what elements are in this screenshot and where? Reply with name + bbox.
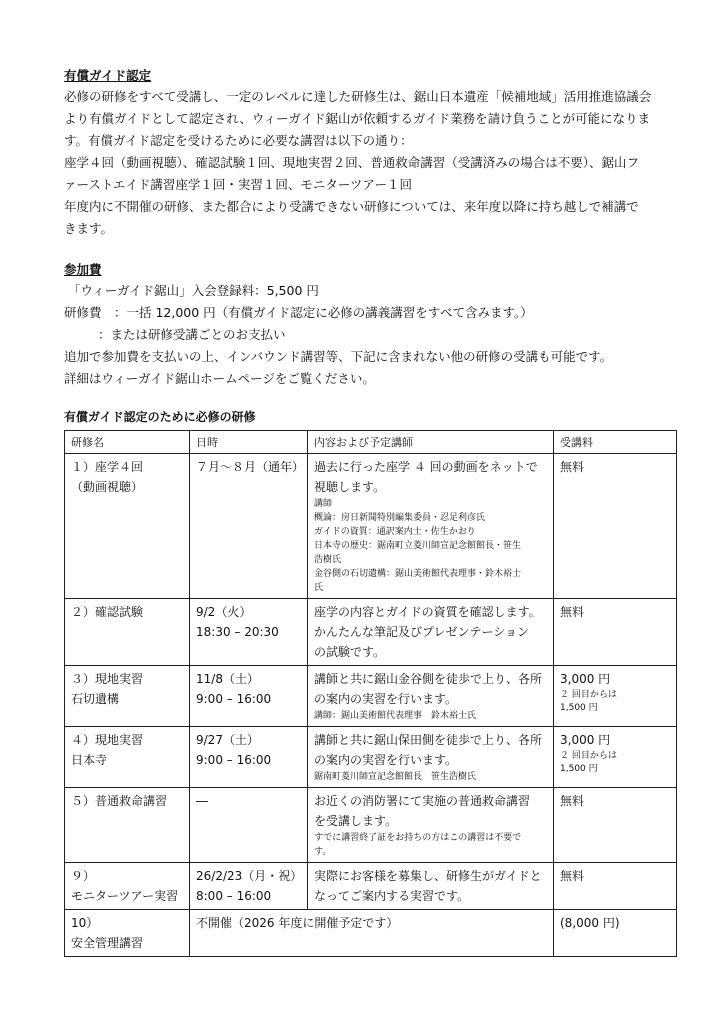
cell-date (190, 666, 308, 727)
cell-content-line: 座学の内容とガイドの資質を確認します。 (314, 605, 541, 619)
cell-name-line: モニターツアー実習 (71, 889, 179, 903)
spacer (64, 240, 674, 260)
registration-fee: 「ウィーガイド鋸山」入会登録料：5,500 円 (68, 283, 319, 298)
cell-fee (554, 599, 677, 666)
cell-instructor-note: ガイドの資質：通訳案内士・佐生かおり (314, 527, 476, 537)
column-header-name: 研修名 (65, 431, 190, 454)
fee-amount: 3,000 円 (560, 733, 611, 747)
cell-date-line: 26/2/23（月・祝） (196, 869, 303, 883)
cell-date-line: 9:00 – 16:00 (196, 692, 272, 706)
section-heading-paid-guide: 有償ガイド認定 (64, 68, 152, 83)
fee-note: 1,500 円 (560, 703, 598, 713)
cell-name (65, 910, 190, 957)
cell-content (308, 599, 554, 666)
table-row-last (65, 910, 677, 957)
paragraph-line: きます。 (64, 221, 114, 236)
table-row (65, 666, 677, 727)
fee-amount: 無料 (560, 605, 585, 619)
fee-amount: 3,000 円 (560, 672, 611, 686)
cell-name-line: ９） (71, 869, 96, 883)
fee-amount: 無料 (560, 460, 585, 474)
column-header-fee: 受講料 (554, 431, 677, 454)
table-row (65, 863, 677, 910)
cell-content (308, 727, 554, 788)
table-row (65, 454, 677, 599)
paragraph-line: ァーストエイド講習座学１回・実習１回、モニターツアー１回 (64, 177, 413, 192)
cell-instructor-note: 氏 (314, 583, 324, 593)
table-body (65, 454, 677, 957)
table-title: 有償ガイド認定のために必修の研修 (64, 410, 256, 424)
cell-content-line: 講師と共に鋸山保田側を徒歩で上り、各所 (314, 733, 543, 747)
cell-fee (554, 666, 677, 727)
cell-name (65, 454, 190, 599)
cell-name (65, 863, 190, 910)
cell-content-line: 実際にお客様を募集し、研修生がガイドと (314, 869, 542, 883)
document-page (64, 66, 674, 957)
cell-date (190, 727, 308, 788)
cell-date-line: 9:00 – 16:00 (196, 753, 272, 767)
fee-note: 1,500 円 (560, 764, 598, 774)
cell-content (308, 788, 554, 863)
training-fee: 研修費 ：一括 12,000 円（有償ガイド認定に必修の講義講習をすべて含みます。） (64, 305, 533, 320)
cell-content-line: の案内の実習を行います。 (314, 753, 458, 767)
required-training-table (64, 430, 677, 957)
cell-name (65, 788, 190, 863)
cell-name (65, 727, 190, 788)
cell-content-line: の試験です。 (314, 645, 386, 659)
fee-amount: 無料 (560, 869, 585, 883)
table-row (65, 727, 677, 788)
cell-fee (554, 454, 677, 599)
cell-fee (554, 863, 677, 910)
cell-name-line: 日本寺 (71, 753, 108, 767)
table-header-row (65, 431, 677, 454)
training-fee-alt: ：または研修受講ごとのお支払い (98, 327, 286, 342)
cell-instructor-note: 日本寺の歴史：鋸南町立菱川師宣記念館館長・笹生 (314, 541, 522, 551)
cell-name-line: 10） (71, 916, 99, 930)
cancelled-note: 不開催（2026 年度に開催予定です） (196, 916, 399, 930)
cell-name-line: ５）普通救命講習 (71, 794, 168, 808)
cell-date (190, 599, 308, 666)
paid-guide-paragraph (64, 86, 674, 240)
cell-instructor-note: すでに講習終了証をお持ちの方はこの講習は不要で (314, 833, 522, 843)
fee-amount: (8,000 円) (560, 916, 620, 930)
column-header-date: 日時 (190, 431, 308, 454)
cell-content (308, 863, 554, 910)
column-header-content: 内容および予定講師 (308, 431, 554, 454)
cell-content-line: を受講します。 (314, 814, 398, 828)
cell-date (190, 788, 308, 863)
cell-content-line: の案内の実習を行います。 (314, 692, 458, 706)
cell-name-line: ２）確認試験 (71, 605, 144, 619)
cell-name-line: １）座学４回 (71, 460, 144, 474)
cell-instructor-note: 鋸南町菱川師宣記念館館長 笹生浩樹氏 (314, 772, 477, 782)
cell-name-line: 石切遺構 (71, 692, 120, 706)
fee-amount: 無料 (560, 794, 585, 808)
fee-note: ２ 回目からは (560, 690, 617, 700)
cell-date (190, 454, 308, 599)
cell-content-line: お近くの消防署にて実施の普通救命講習 (314, 794, 531, 808)
cell-content (308, 454, 554, 599)
cell-content-line: 視聴します。 (314, 480, 386, 494)
cell-date-line: 9/27（土） (196, 733, 259, 747)
cell-name-line: 安全管理講習 (71, 936, 144, 950)
cell-content-line: かんたんな筆記及びプレゼンテーション (314, 625, 530, 639)
cell-name-line: ４）現地実習 (71, 733, 144, 747)
cell-fee (554, 788, 677, 863)
cell-fee (554, 727, 677, 788)
table-row (65, 599, 677, 666)
cell-name (65, 666, 190, 727)
cell-content-line: なってご案内する実習です。 (314, 889, 470, 903)
details-note: 詳細はウィーガイド鋸山ホームページをご覧ください。 (64, 371, 375, 386)
cell-name-line: （動画視聴） (71, 480, 144, 494)
cell-content (308, 666, 554, 727)
section-heading-fees: 参加費 (64, 262, 102, 277)
cell-instructor-note: す。 (314, 847, 332, 857)
cell-instructor-note: 講師：鋸山美術館代表理事 鈴木裕士氏 (314, 711, 477, 721)
table-row (65, 788, 677, 863)
cell-date-line: ７月〜８月（通年） (196, 460, 305, 474)
cell-instructor-note: 浩樹氏 (314, 555, 342, 565)
cell-name (65, 599, 190, 666)
cell-content-line: 過去に行った座学 ４ 回の動画をネットで (314, 460, 538, 474)
paragraph-line: 年度内に不開催の研修、また都合により受講できない研修については、来年度以降に持ち越しで補講で (64, 199, 639, 214)
cell-content-line: 講師と共に鋸山金谷側を徒歩で上り、各所 (314, 672, 543, 686)
cell-fee (554, 910, 677, 957)
cell-date-line: 8:00 – 16:00 (196, 889, 272, 903)
cell-name-line: ３）現地実習 (71, 672, 144, 686)
paragraph-line: 座学４回（動画視聴）、確認試験１回、現地実習２回、普通救命講習（受講済みの場合は不要）、鋸山フ (64, 155, 640, 170)
paragraph-line: 必修の研修をすべて受講し、一定のレベルに達した研修生は、鋸山日本遺産「候補地域」活用推進協議会 (64, 89, 652, 104)
cell-date-line: ― (196, 794, 208, 808)
cell-instructor-note: 講師 (314, 499, 333, 509)
fee-note: ２ 回目からは (560, 751, 617, 761)
paragraph-line: す。有償ガイド認定を受けるために必要な講習は以下の通り： (64, 133, 413, 148)
cell-merged-status (190, 910, 554, 957)
cell-date (190, 863, 308, 910)
cell-date-line: 9/2（火） (196, 605, 252, 619)
cell-instructor-note: 金谷側の石切遺構：鋸山美術館代表理事・鈴木裕士 (314, 569, 522, 579)
cell-date-line: 11/8（土） (196, 672, 259, 686)
extra-courses-note: 追加で参加費を支払いの上、インバウンド講習等、下記に含まれない他の研修の受講も可能です。 (64, 349, 613, 364)
cell-date-line: 18:30 – 20:30 (196, 625, 279, 639)
paragraph-line: より有償ガイドとして認定され、ウィーガイド鋸山が依頼するガイド業務を請け負うことが可能になりま (64, 111, 651, 126)
cell-instructor-note: 概論：房日新聞特別編集委員・忍足利彦氏 (314, 513, 486, 523)
